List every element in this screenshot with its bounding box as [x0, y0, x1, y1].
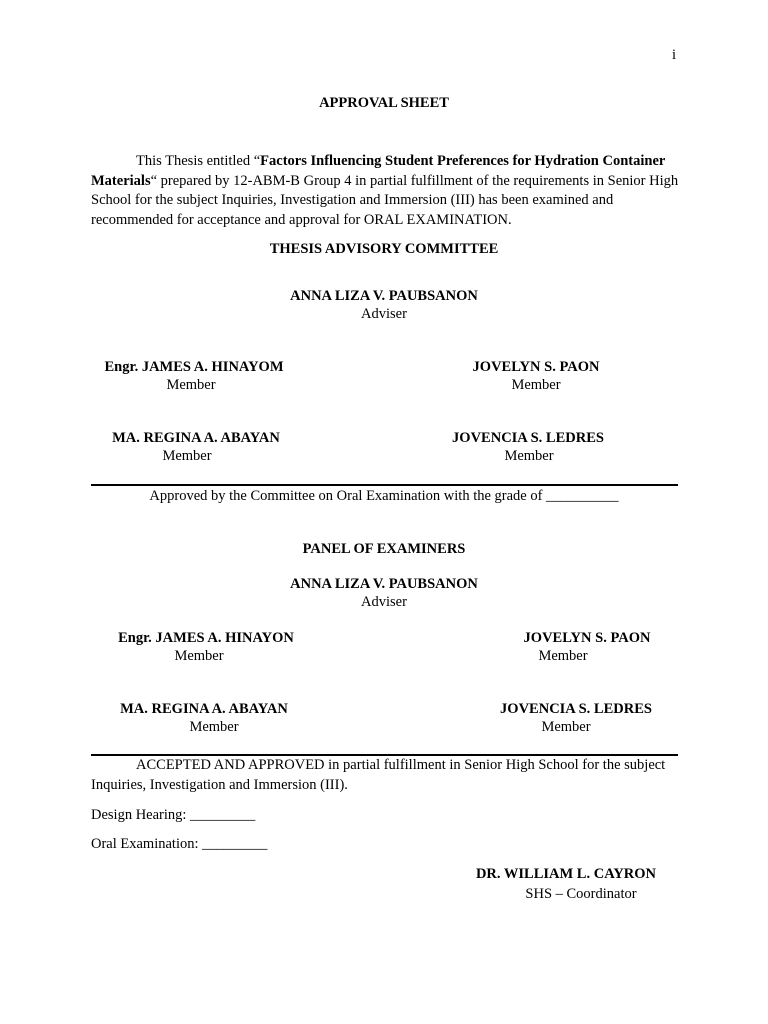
advisory-adviser-role: Adviser — [361, 306, 407, 322]
thesis-title: Factors Influencing Student Preferences for Hydration Container Materials — [91, 153, 666, 189]
advisory-member-4-role: Member — [504, 448, 554, 464]
advisory-member-4-name: JOVENCIA S. LEDRES — [452, 430, 604, 446]
advisory-member-1-name: Engr. JAMES A. HINAYOM — [104, 359, 284, 375]
advisory-member-2-role: Member — [511, 377, 561, 393]
section-divider-1 — [91, 484, 678, 486]
acceptance-paragraph: ACCEPTED AND APPROVED in partial fulfillment in Senior High School for the subject Inquiries, Investigation and Immersion (III). — [91, 757, 666, 793]
panel-heading: PANEL OF EXAMINERS — [302, 541, 466, 557]
panel-adviser-role: Adviser — [361, 594, 407, 610]
intro-paragraph — [91, 152, 681, 230]
advisory-member-3-role: Member — [162, 448, 212, 464]
design-hearing-line: Design Hearing: _________ — [91, 807, 256, 823]
coordinator-role: SHS – Coordinator — [525, 886, 637, 902]
page-title: APPROVAL SHEET — [319, 95, 449, 111]
panel-member-2-name: JOVELYN S. PAON — [523, 630, 651, 646]
panel-member-3-role: Member — [189, 719, 239, 735]
advisory-member-1-role: Member — [166, 377, 216, 393]
panel-member-1-name: Engr. JAMES A. HINAYON — [118, 630, 294, 646]
intro-text-1: This Thesis entitled “ — [136, 153, 261, 169]
advisory-member-3-name: MA. REGINA A. ABAYAN — [112, 430, 280, 446]
advisory-heading: THESIS ADVISORY COMMITTEE — [269, 241, 499, 257]
panel-member-1-role: Member — [174, 648, 224, 664]
oral-examination-line: Oral Examination: _________ — [91, 836, 268, 852]
page-number: i — [672, 47, 677, 63]
coordinator-name: DR. WILLIAM L. CAYRON — [475, 866, 657, 882]
grade-line: Approved by the Committee on Oral Examination with the grade of __________ — [149, 488, 619, 504]
panel-member-2-role: Member — [538, 648, 588, 664]
advisory-adviser-name: ANNA LIZA V. PAUBSANON — [290, 288, 478, 304]
panel-adviser-name: ANNA LIZA V. PAUBSANON — [290, 576, 478, 592]
intro-text-2: “ prepared by 12-ABM-B Group 4 in partial fulfillment of the requirements in Senior High School for the subject Inquiries, Investigation and Immersion (III) has been examined and recommended for acceptance and approval for ORAL EXAMINATION. — [91, 172, 679, 228]
panel-member-4-name: JOVENCIA S. LEDRES — [500, 701, 652, 717]
panel-member-4-role: Member — [541, 719, 591, 735]
panel-member-3-name: MA. REGINA A. ABAYAN — [120, 701, 288, 717]
advisory-member-2-name: JOVELYN S. PAON — [472, 359, 600, 375]
